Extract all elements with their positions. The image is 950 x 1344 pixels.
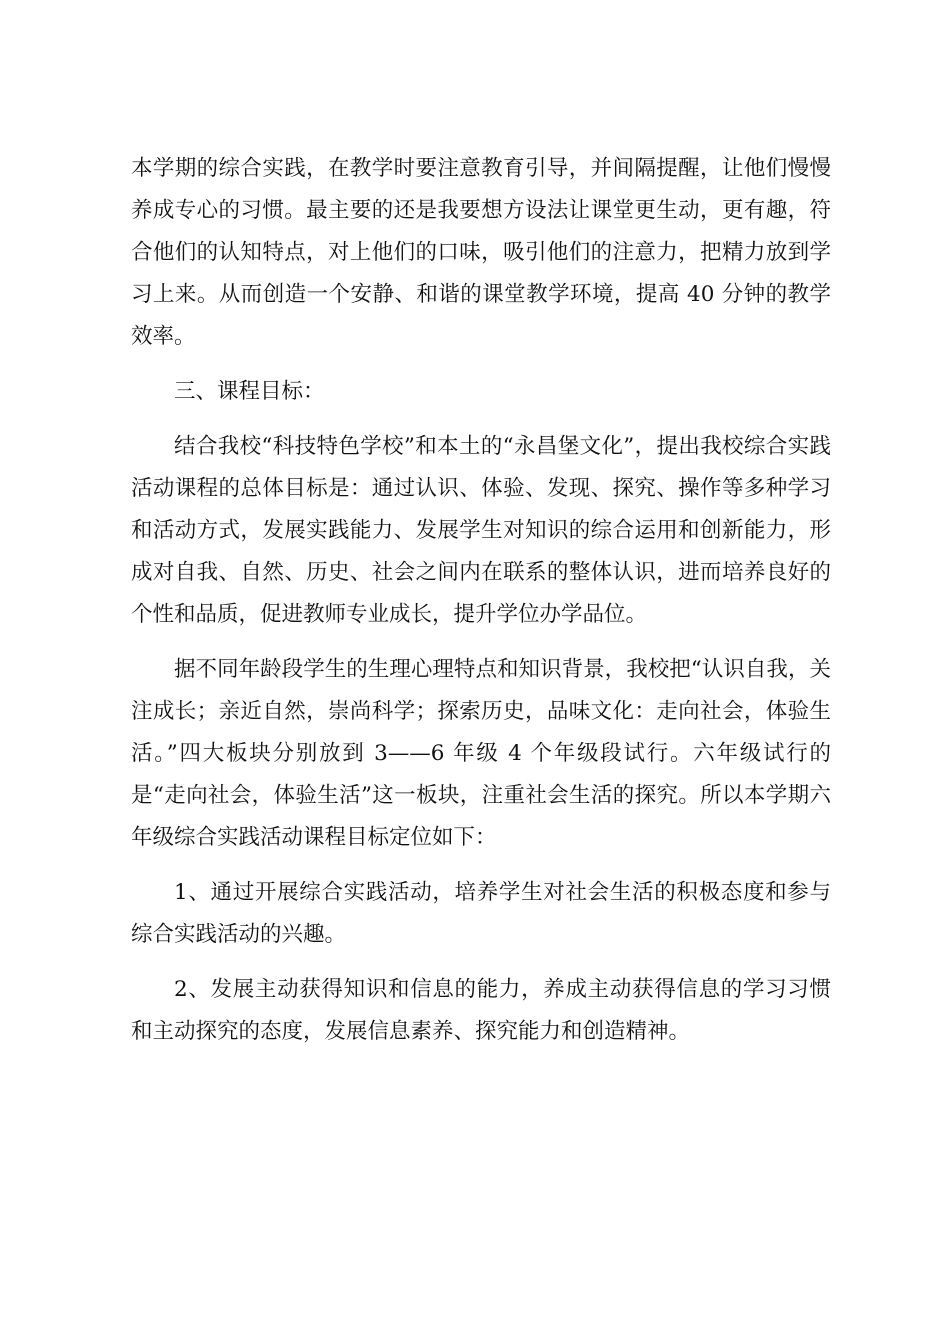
paragraph-overall-goal: 结合我校“科技特色学校”和本土的“永昌堡文化”，提出我校综合实践活动课程的总体目标是：通过认识、体验、发现、探究、操作等多种学习和活动方式，发展实践能力、发展学生对知识的综合运用和创新能力，形成对自我、自然、历史、社会之间内在联系的整体认识，进而培养良好的个性和品质，促进教师专业成长，提升学位办学品位。 (131, 434, 831, 627)
goal-item-2: 2、发展主动获得知识和信息的能力，养成主动获得信息的学习习惯和主动探究的态度，发展信息素养、探究能力和创造精神。 (131, 977, 831, 1044)
goal-item-1: 1、通过开展综合实践活动，培养学生对社会生活的积极态度和参与综合实践活动的兴趣。 (131, 880, 831, 947)
document-body (131, 148, 831, 1053)
section-heading-course-goals: 三、课程目标： (174, 379, 325, 404)
paragraph-grade-modules: 据不同年龄段学生的生理心理特点和知识背景，我校把“认识自我，关注成长；亲近自然，崇尚科学；探索历史，品味文化：走向社会，体验生活。”四大板块分别放到 3——6 年级 4 个年级段试行。六年级试行的是“走向社会，体验生活”这一板块，注重社会生活的探究。所以本学期六年级综合实践活动课程目标定位如下： (131, 657, 831, 850)
paragraph-continued: 本学期的综合实践，在教学时要注意教育引导，并间隔提醒，让他们慢慢养成专心的习惯。最主要的还是我要想方设法让课堂更生动，更有趣，符合他们的认知特点，对上他们的口味，吸引他们的注意力，把精力放到学习上来。从而创造一个安静、和谐的课堂教学环境，提高 40 分钟的教学效率。 (131, 156, 831, 349)
